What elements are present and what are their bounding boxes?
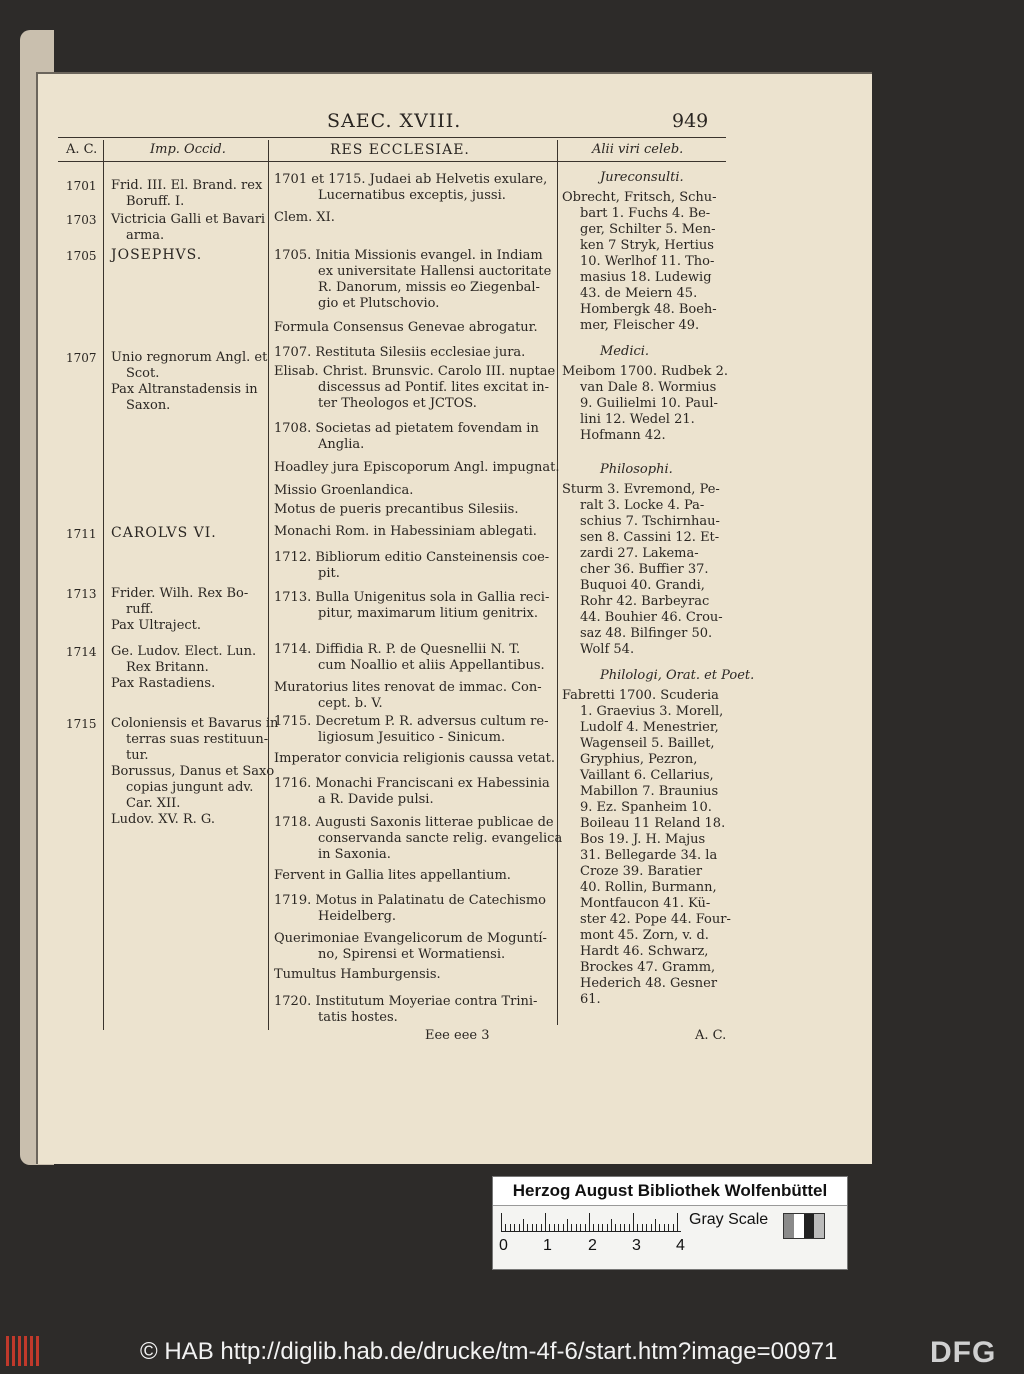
- res-entry-line: Anglia.: [318, 437, 365, 452]
- gray-scale-swatches: [783, 1213, 825, 1239]
- imp-entry-line: tur.: [126, 748, 149, 763]
- ruler-tick: [589, 1213, 590, 1231]
- res-entry-line: Motus de pueris precantibus Silesiis.: [274, 502, 519, 517]
- ruler-tick: [664, 1224, 665, 1231]
- alii-entry-line: Vaillant 6. Cellarius,: [580, 768, 714, 783]
- ruler: [501, 1211, 681, 1232]
- alii-entry-line: van Dale 8. Wormius: [580, 380, 717, 395]
- res-entry-line: pit.: [318, 566, 340, 581]
- imp-entry-line: Pax Ultraject.: [111, 618, 202, 633]
- alii-entry-line: Wolf 54.: [580, 642, 635, 657]
- year-label: 1714: [66, 645, 97, 659]
- dfg-logo: DFG: [930, 1336, 997, 1369]
- ruler-tick: [532, 1224, 533, 1231]
- alii-entry-line: 40. Rollin, Burmann,: [580, 880, 717, 895]
- alii-entry-line: Wagenseil 5. Baillet,: [580, 736, 715, 751]
- ruler-tick: [598, 1224, 599, 1231]
- alii-entry-line: lini 12. Wedel 21.: [580, 412, 695, 427]
- res-entry-line: in Saxonia.: [318, 847, 391, 862]
- res-entry-line: 1707. Restituta Silesiis ecclesiae jura.: [274, 345, 526, 360]
- res-entry-line: cept. b. V.: [318, 696, 383, 711]
- alii-entry-line: Hederich 48. Gesner: [580, 976, 718, 991]
- year-label: 1701: [66, 179, 97, 193]
- res-entry-line: Muratorius lites renovat de immac. Con-: [274, 680, 542, 695]
- res-entry-line: 1720. Institutum Moyeriae contra Trini-: [274, 994, 538, 1009]
- alii-entry-line: ken 7 Stryk, Hertius: [580, 238, 714, 253]
- ruler-tick: [655, 1219, 656, 1231]
- res-entry-line: 1712. Bibliorum editio Cansteinensis coe-: [274, 550, 550, 565]
- ruler-tick: [563, 1224, 564, 1231]
- alii-entry-line: Fabretti 1700. Scuderia: [562, 688, 719, 703]
- ruler-tick: [541, 1224, 542, 1231]
- imp-entry-line: Car. XII.: [126, 796, 181, 811]
- res-entry-line: a R. Davide pulsi.: [318, 792, 434, 807]
- imp-entry-line: arma.: [126, 228, 165, 243]
- alii-entry-line: mer, Fleischer 49.: [580, 318, 700, 333]
- res-entry-line: Lucernatibus exceptis, jussi.: [318, 188, 506, 203]
- alii-entry-line: zardi 27. Lakema-: [580, 546, 699, 561]
- res-entry-line: ex universitate Hallensi auctoritate: [318, 264, 552, 279]
- res-entry-line: cum Noallio et aliis Appellantibus.: [318, 658, 545, 673]
- ruler-tick: [637, 1224, 638, 1231]
- alii-entry-line: Mabillon 7. Braunius: [580, 784, 719, 799]
- running-header: [0, 110, 1024, 136]
- res-entry-line: 1718. Augusti Saxonis litterae publicae de: [274, 815, 554, 830]
- alii-entry-line: Ludolf 4. Menestrier,: [580, 720, 719, 735]
- imp-entry-line: Saxon.: [126, 398, 171, 413]
- source-url[interactable]: © HAB http://diglib.hab.de/drucke/tm-4f-6/start.htm?image=00971: [140, 1338, 838, 1365]
- column-rule-3: [557, 140, 558, 1025]
- alii-entry-line: masius 18. Ludewig: [580, 270, 712, 285]
- alii-entry-line: bart 1. Fuchs 4. Be-: [580, 206, 711, 221]
- res-entry-line: Querimoniae Evangelicorum de Moguntí-: [274, 931, 547, 946]
- ruler-tick: [545, 1213, 546, 1231]
- res-entry-line: 1705. Initia Missionis evangel. in Indiam: [274, 248, 543, 263]
- ruler-tick: [576, 1224, 577, 1231]
- imp-entry-line: Frid. III. El. Brand. rex: [111, 178, 263, 193]
- res-entry-line: Fervent in Gallia lites appellantium.: [274, 868, 511, 883]
- alii-entry-line: 31. Bellegarde 34. la: [580, 848, 718, 863]
- alii-entry-line: 44. Bouhier 46. Crou-: [580, 610, 723, 625]
- res-entry-line: Elisab. Christ. Brunsvic. Carolo III. nuptae: [274, 364, 556, 379]
- page-number: 949: [672, 110, 709, 132]
- ruler-tick: [668, 1224, 669, 1231]
- alii-entry-line: mont 45. Zorn, v. d.: [580, 928, 709, 943]
- hab-logo-icon: [6, 1336, 40, 1366]
- res-entry-line: 1715. Decretum P. R. adversus cultum re-: [274, 714, 549, 729]
- section-heading: Philosophi.: [600, 462, 673, 477]
- ruler-tick: [536, 1224, 537, 1231]
- imp-entry-line: JOSEPHVS.: [111, 247, 203, 263]
- ruler-tick: [585, 1224, 586, 1231]
- imp-entry-line: Coloniensis et Bavarus in: [111, 716, 279, 731]
- ruler-tick: [677, 1213, 678, 1231]
- alii-entry-line: Gryphius, Pezron,: [580, 752, 698, 767]
- imp-entry-line: Pax Altranstadensis in: [111, 382, 258, 397]
- alii-entry-line: Rohr 42. Barbeyrac: [580, 594, 710, 609]
- alii-entry-line: ger, Schilter 5. Men-: [580, 222, 716, 237]
- library-color-chart: [492, 1176, 848, 1270]
- ruler-tick: [567, 1219, 568, 1231]
- res-entry-line: Heidelberg.: [318, 909, 397, 924]
- ruler-tick: [523, 1219, 524, 1231]
- ruler-tick: [659, 1224, 660, 1231]
- res-entry-line: ter Theologos et JCTOS.: [318, 396, 477, 411]
- imp-entry-line: terras suas restituun-: [126, 732, 269, 747]
- imp-entry-line: Victricia Galli et Bavari: [111, 212, 266, 227]
- res-entry-line: ligiosum Jesuitico - Sinicum.: [318, 730, 506, 745]
- res-entry-line: 1719. Motus in Palatinatu de Catechismo: [274, 893, 547, 908]
- year-label: 1707: [66, 351, 97, 365]
- res-entry-line: Monachi Rom. in Habessiniam ablegati.: [274, 524, 537, 539]
- viewer-footer: [0, 1328, 1024, 1374]
- ruler-tick: [501, 1213, 502, 1231]
- alii-entry-line: sen 8. Cassini 12. Et-: [580, 530, 720, 545]
- res-entry-line: gio et Plutschovio.: [318, 296, 440, 311]
- alii-entry-line: ster 42. Pope 44. Four-: [580, 912, 731, 927]
- year-label: 1705: [66, 249, 97, 263]
- section-heading: Jureconsulti.: [600, 170, 684, 185]
- colhead-imp: Imp. Occid.: [150, 142, 226, 157]
- ruler-number: 4: [676, 1237, 685, 1254]
- alii-entry-line: 43. de Meiern 45.: [580, 286, 698, 301]
- ruler-tick: [580, 1224, 581, 1231]
- res-entry-line: 1714. Diffidia R. P. de Quesnellii N. T.: [274, 642, 521, 657]
- column-head-rule: [58, 161, 726, 162]
- column-rule-2: [268, 140, 269, 1030]
- imp-entry-line: CAROLVS VI.: [111, 525, 217, 541]
- alii-entry-line: 9. Guilielmi 10. Paul-: [580, 396, 718, 411]
- imp-entry-line: Boruff. I.: [126, 194, 185, 209]
- alii-entry-line: Bos 19. J. H. Majus: [580, 832, 706, 847]
- gray-scale-label: Gray Scale: [689, 1211, 769, 1228]
- alii-entry-line: Montfaucon 41. Kü-: [580, 896, 711, 911]
- res-entry-line: pitur, maximarum litium genitrix.: [318, 606, 538, 621]
- imp-entry-line: Pax Rastadiens.: [111, 676, 216, 691]
- library-name: Herzog August Bibliothek Wolfenbüttel: [493, 1177, 847, 1206]
- year-label: 1711: [66, 527, 97, 541]
- res-entry-line: Formula Consensus Genevae abrogatur.: [274, 320, 538, 335]
- res-entry-line: conservanda sancte relig. evangelica: [318, 831, 563, 846]
- alii-entry-line: Obrecht, Fritsch, Schu-: [562, 190, 717, 205]
- alii-entry-line: 61.: [580, 992, 601, 1007]
- imp-entry-line: Rex Britann.: [126, 660, 209, 675]
- header-title: SAEC. XVIII.: [327, 110, 462, 132]
- res-entry-line: Hoadley jura Episcoporum Angl. impugnat.: [274, 460, 560, 475]
- res-entry-line: no, Spirensi et Wormatiensi.: [318, 947, 506, 962]
- ruler-tick: [510, 1224, 511, 1231]
- ruler-tick: [615, 1224, 616, 1231]
- ruler-tick: [554, 1224, 555, 1231]
- alii-entry-line: saz 48. Bilfinger 50.: [580, 626, 713, 641]
- ruler-tick: [646, 1224, 647, 1231]
- alii-entry-line: 9. Ez. Spanheim 10.: [580, 800, 712, 815]
- res-entry-line: 1713. Bulla Unigenitus sola in Gallia reci-: [274, 590, 550, 605]
- ruler-tick: [607, 1224, 608, 1231]
- section-heading: Philologi, Orat. et Poet.: [600, 668, 755, 683]
- catchword: A. C.: [695, 1028, 727, 1043]
- res-entry-line: tatis hostes.: [318, 1010, 398, 1025]
- alii-entry-line: ralt 3. Locke 4. Pa-: [580, 498, 705, 513]
- ruler-tick: [593, 1224, 594, 1231]
- ruler-tick: [620, 1224, 621, 1231]
- column-rule-1: [103, 140, 104, 1030]
- imp-entry-line: Scot.: [126, 366, 160, 381]
- res-entry-line: Missio Groenlandica.: [274, 483, 414, 498]
- res-entry-line: 1701 et 1715. Judaei ab Helvetis exulare,: [274, 172, 548, 187]
- alii-entry-line: Brockes 47. Gramm,: [580, 960, 716, 975]
- imp-entry-line: Frider. Wilh. Rex Bo-: [111, 586, 249, 601]
- ruler-tick: [651, 1224, 652, 1231]
- alii-entry-line: Meibom 1700. Rudbek 2.: [562, 364, 729, 379]
- alii-entry-line: Buquoi 40. Grandi,: [580, 578, 705, 593]
- year-label: 1703: [66, 213, 97, 227]
- alii-entry-line: cher 36. Buffier 37.: [580, 562, 709, 577]
- ruler-tick: [673, 1224, 674, 1231]
- colhead-res: RES ECCLESIAE.: [330, 142, 470, 158]
- year-label: 1715: [66, 717, 97, 731]
- section-heading: Medici.: [600, 344, 650, 359]
- alii-entry-line: Sturm 3. Evremond, Pe-: [562, 482, 720, 497]
- ruler-tick: [624, 1224, 625, 1231]
- ruler-tick: [558, 1224, 559, 1231]
- res-entry-line: R. Danorum, missis eo Ziegenbal-: [318, 280, 540, 295]
- imp-entry-line: Unio regnorum Angl. et: [111, 350, 268, 365]
- imp-entry-line: copias jungunt adv.: [126, 780, 254, 795]
- ruler-tick: [629, 1224, 630, 1231]
- res-entry-line: Tumultus Hamburgensis.: [274, 967, 441, 982]
- header-rule: [58, 137, 726, 138]
- ruler-number: 0: [499, 1237, 508, 1254]
- alii-entry-line: Hofmann 42.: [580, 428, 666, 443]
- ruler-number: 3: [632, 1237, 641, 1254]
- colhead-alii: Alii viri celeb.: [592, 142, 684, 157]
- imp-entry-line: ruff.: [126, 602, 154, 617]
- ruler-tick: [611, 1219, 612, 1231]
- ruler-tick: [527, 1224, 528, 1231]
- year-label: 1713: [66, 587, 97, 601]
- ruler-tick: [571, 1224, 572, 1231]
- ruler-number: 2: [588, 1237, 597, 1254]
- colhead-year: A. C.: [66, 142, 98, 157]
- ruler-tick: [633, 1213, 634, 1231]
- ruler-tick: [642, 1224, 643, 1231]
- ruler-tick: [505, 1224, 506, 1231]
- res-entry-line: discessus ad Pontif. lites excitat in-: [318, 380, 550, 395]
- alii-entry-line: Hombergk 48. Boeh-: [580, 302, 717, 317]
- signature-mark: Eee eee 3: [425, 1028, 490, 1043]
- ruler-number: 1: [543, 1237, 552, 1254]
- res-entry-line: Imperator convicia religionis caussa vetat.: [274, 751, 556, 766]
- imp-entry-line: Borussus, Danus et Saxo: [111, 764, 275, 779]
- res-entry-line: Clem. XI.: [274, 210, 335, 225]
- res-entry-line: 1708. Societas ad pietatem fovendam in: [274, 421, 539, 436]
- alii-entry-line: Hardt 46. Schwarz,: [580, 944, 709, 959]
- ruler-tick: [514, 1224, 515, 1231]
- ruler-tick: [519, 1224, 520, 1231]
- res-entry-line: 1716. Monachi Franciscani ex Habessinia: [274, 776, 550, 791]
- alii-entry-line: 1. Graevius 3. Morell,: [580, 704, 724, 719]
- alii-entry-line: Croze 39. Baratier: [580, 864, 703, 879]
- alii-entry-line: 10. Werlhof 11. Tho-: [580, 254, 715, 269]
- imp-entry-line: Ge. Ludov. Elect. Lun.: [111, 644, 257, 659]
- imp-entry-line: Ludov. XV. R. G.: [111, 812, 215, 827]
- alii-entry-line: Boileau 11 Reland 18.: [580, 816, 726, 831]
- ruler-tick: [549, 1224, 550, 1231]
- ruler-tick: [602, 1224, 603, 1231]
- alii-entry-line: schius 7. Tschirnhau-: [580, 514, 720, 529]
